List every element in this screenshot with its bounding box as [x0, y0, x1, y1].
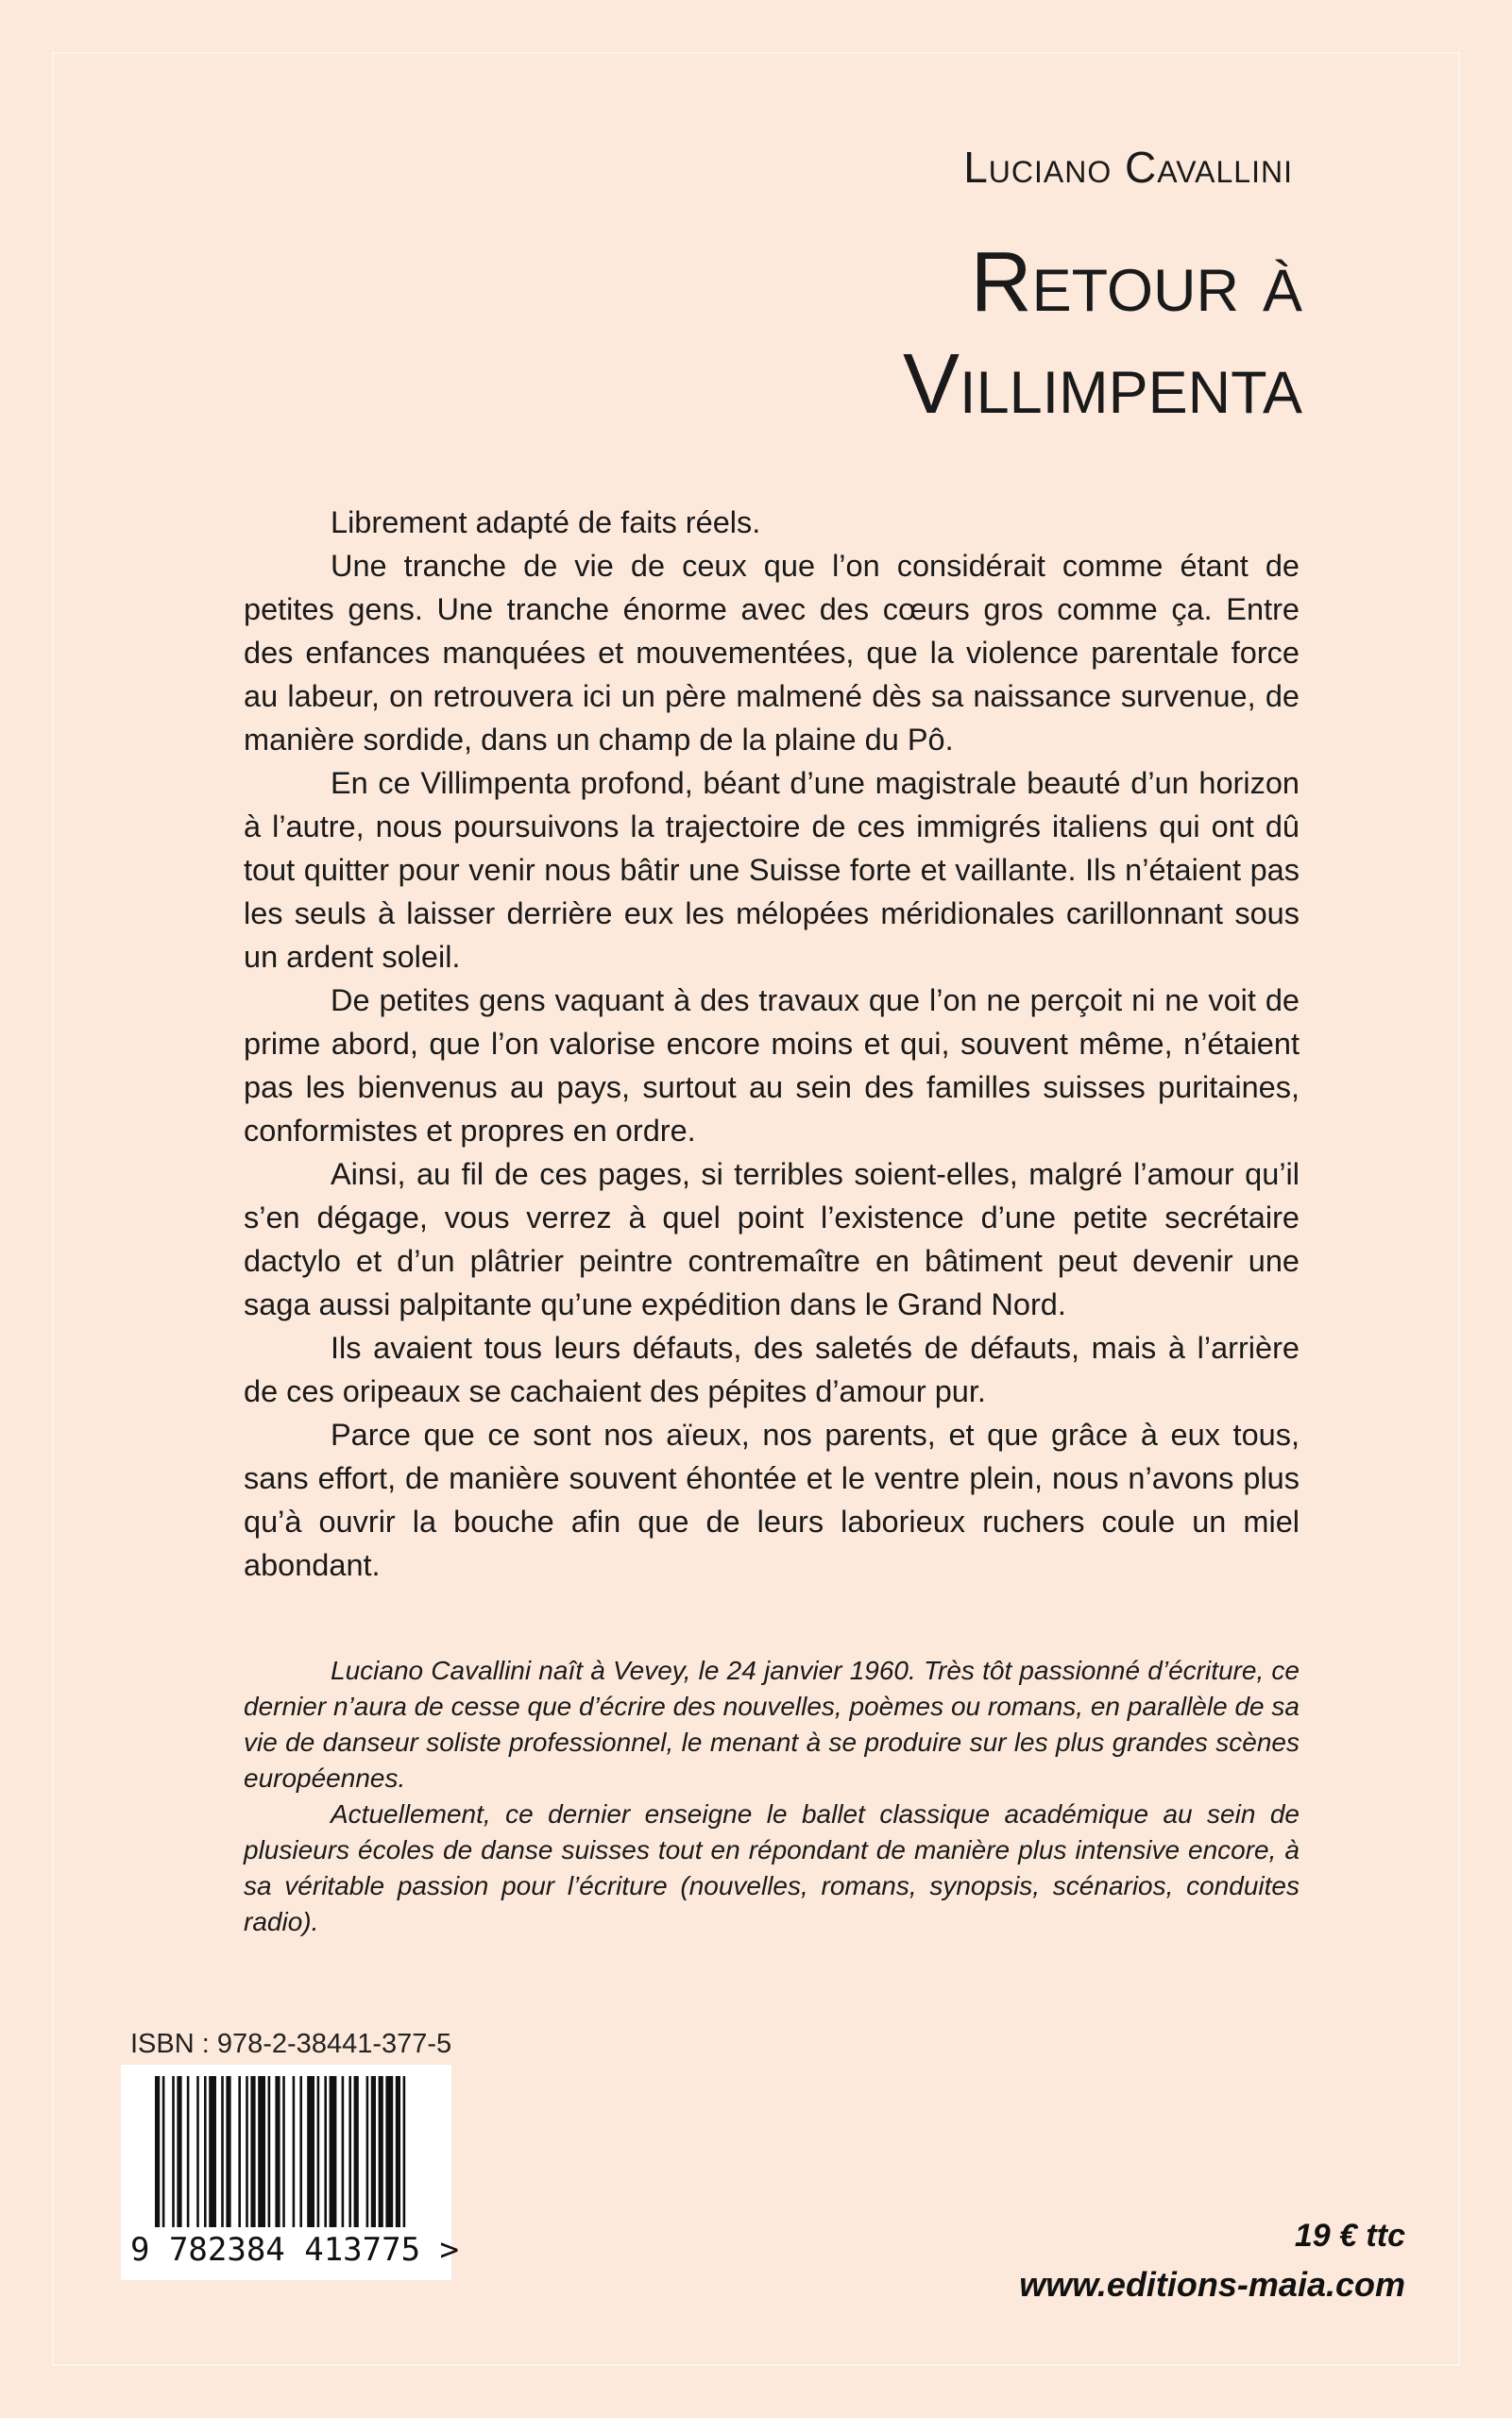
barcode-bar	[293, 2076, 296, 2227]
barcode-bar	[282, 2076, 285, 2227]
blurb-paragraph: Parce que ce sont nos aïeux, nos parents, et que grâce à eux tous, sans effort, de manière souvent éhontée et le ventre plein, nous n’avons plus qu’à ouvrir la bouche afin que de leurs laborieux ruchers coule un miel abondant.	[244, 1418, 1300, 1582]
barcode-bar	[330, 2076, 337, 2227]
barcode-bar	[196, 2076, 199, 2227]
price: 19 € ttc	[1294, 2218, 1405, 2254]
bio-paragraph: Actuellement, ce dernier enseigne le ballet classique académique au sein de plusieurs écoles de danse suisses tout en répondant de manière plus intensive encore, à sa véritable passion pour l’écriture (nouvelles, romans, synopsis, scénarios, conduites radio).	[244, 1799, 1300, 1936]
barcode-bar	[385, 2076, 393, 2227]
barcode-bar	[246, 2076, 248, 2227]
blurb	[244, 501, 1300, 1587]
book-title	[903, 231, 1302, 435]
barcode-digits: 9 782384 413775 >	[130, 2231, 459, 2269]
barcode-bar	[342, 2076, 345, 2227]
barcode-bar	[396, 2076, 400, 2227]
publisher-website: www.editions-maia.com	[1019, 2265, 1405, 2304]
blurb-paragraph: Ainsi, au fil de ces pages, si terribles soient-elles, malgré l’amour qu’il s’en dégage, vous verrez à quel point l’existence d’une petite secrétaire dactylo et d’un plâtrier peintre contremaître en bâtiment peut devenir une saga aussi palpitante qu’une expédition dans le Grand Nord.	[244, 1157, 1300, 1321]
barcode-bar	[177, 2076, 181, 2227]
author-bio	[244, 1653, 1300, 1940]
barcode-bars	[121, 2065, 451, 2235]
barcode-bar	[324, 2076, 327, 2227]
author-name: Luciano Cavallini	[963, 143, 1293, 192]
barcode-bar	[275, 2076, 280, 2227]
barcode-bar	[317, 2076, 320, 2227]
barcode-bar	[366, 2076, 369, 2227]
barcode-bar	[268, 2076, 271, 2227]
barcode-bar	[371, 2076, 376, 2227]
barcode-bar	[221, 2076, 224, 2227]
barcode-bar	[162, 2076, 165, 2227]
barcode	[121, 2065, 459, 2280]
title-line-1: Retour à	[970, 235, 1302, 330]
barcode-bar	[307, 2076, 314, 2227]
blurb-paragraph: Ils avaient tous leurs défauts, des saletés de défauts, mais à l’arrière de ces oripeaux se cachaient des pépites d’amour pur.	[244, 1331, 1300, 1408]
barcode-bar	[187, 2076, 190, 2227]
barcode-bar	[258, 2076, 265, 2227]
title-line-2: Villimpenta	[903, 337, 1302, 432]
blurb-paragraph: En ce Villimpenta profond, béant d’une magistrale beauté d’un horizon à l’autre, nous poursuivons la trajectoire de ces immigrés italiens qui ont dû tout quitter pour venir nous bâtir une Suisse forte et vaillante. Ils n’étaient pas les seuls à laisser derrière eux les mélopées méridionales carillonnant sous un ardent soleil.	[244, 766, 1300, 974]
barcode-bar	[238, 2076, 241, 2227]
barcode-bar	[348, 2076, 351, 2227]
blurb-paragraph: Une tranche de vie de ceux que l’on considérait comme étant de petites gens. Une tranche énorme avec des cœurs gros comme ça. Entre des enfances manquées et mouvementées, que la violence parentale force au labeur, on retrouvera ici un père malmené dès sa naissance survenue, de manière sordide, dans un champ de la plaine du Pô.	[244, 549, 1300, 757]
barcode-bar	[403, 2076, 406, 2227]
barcode-bar	[299, 2076, 302, 2227]
barcode-bar	[172, 2076, 175, 2227]
barcode-bar	[379, 2076, 383, 2227]
blurb-paragraph: Librement adapté de faits réels.	[331, 505, 761, 539]
barcode-bar	[354, 2076, 359, 2227]
barcode-bar	[155, 2076, 160, 2227]
barcode-bar	[250, 2076, 255, 2227]
isbn-label: ISBN : 978-2-38441-377-5	[130, 2029, 452, 2059]
bio-paragraph: Luciano Cavallini naît à Vevey, le 24 janvier 1960. Très tôt passionné d’écriture, ce dernier n’aura de cesse que d’écrire des nouvelles, poèmes ou romans, en parallèle de sa vie de danseur soliste professionnel, le menant à se produire sur les plus grandes scènes européennes.	[244, 1656, 1300, 1793]
blurb-paragraph: De petites gens vaquant à des travaux que l’on ne perçoit ni ne voit de prime abord, que l’on valorise encore moins et qui, souvent même, n’étaient pas les bienvenus au pays, surtout au sein des familles suisses puritaines, conformistes et propres en ordre.	[244, 983, 1300, 1148]
barcode-bar	[226, 2076, 230, 2227]
barcode-bar	[204, 2076, 207, 2227]
barcode-bar	[209, 2076, 216, 2227]
